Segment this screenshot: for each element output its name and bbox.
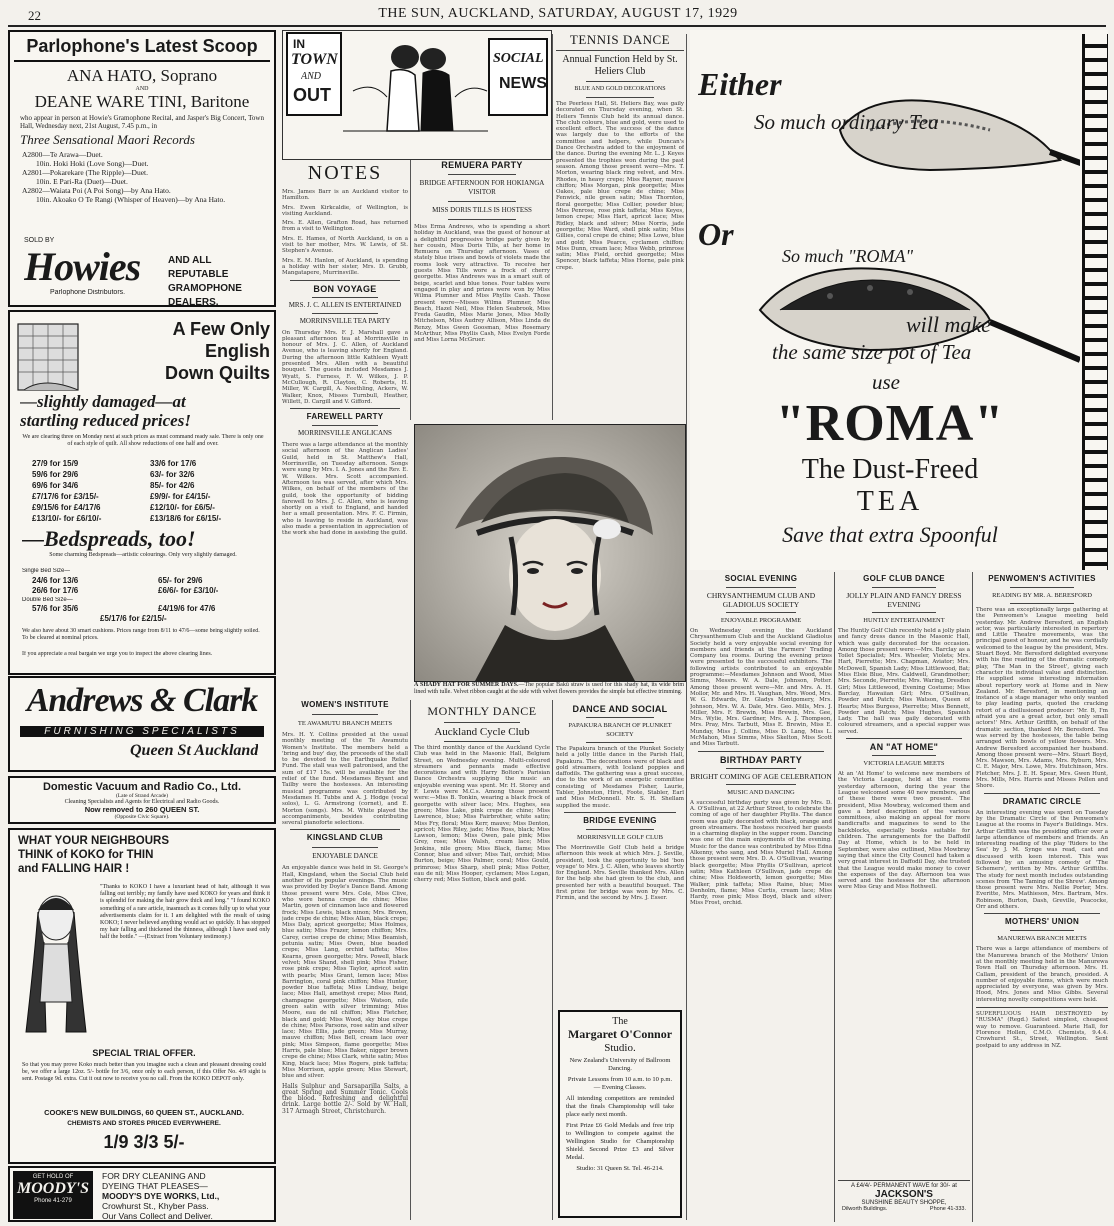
dramatic-title: DRAMATIC CIRCLE <box>1002 796 1082 806</box>
golf-body: The Huntly Golf Club recently held a jolly plain and fancy dress dance in the Masonic Hall, which was gaily decorated for the occasion. Among those present were:—Mrs. Barclay as a Toilet Specialist; Mrs. Wheeler, Violets; Mrs. Hart, Pierrette; Mrs. Chapman, Aviator; Mrs. McDowell, Spanish Lady; Miss Littlewood, Bat; Miss Elsie Blue, Mrs. Caldwell, Grandmother; Mrs. Seconde, Pierrette; Mrs. Waring, Dresden Girl; Miss Littlewood, Evening Costume; Miss Barclay, Hawaiian Girl; Mrs. O'Sullivan, Powder and Patch; Miss Watson, Queen of Hearts; Miss Burgess, Pierrette; Miss Bennett, Powder and Patch; Miss Hughes, Spanish Lady. The hall was gaily decorated with coloured streamers, and a special supper was served. <box>838 628 970 735</box>
record-item: 10in. E Pari-Ra (Duet)—Duet. <box>36 177 128 186</box>
monthly-dance-column <box>414 704 550 1220</box>
superfluous-ad: SUPERFLUOUS HAIR DESTROYED by "RUSMA" (Regd.) Safest simplest, cheapest way to remove. Guaranteed. Marie Hall, for Florence Hollen, C.M.O. Chemists, 9.4.4. Crowhurst St., Street, Wellington. Sent postpaid to any address in NZ. <box>976 1007 1108 1049</box>
quilts-intro: We are clearing three on Monday next at such prices as must command ready sale. There is only one of each style of quilt. All show reductions of one half and over. <box>22 434 264 447</box>
single-prices-right <box>158 576 218 596</box>
monthly-body: The third monthly dance of the Auckland Cycle Club was held in the Masonic Hall, Belgium Street, on Wednesday evening. Multi-coloured streamers and pennants made effective decorations and with Harry Bolton's Parisian Dance Orchestra supplying the music an enjoyable evening was spent. Mr. H. Storey and F. Lewis were M.C.s. Among those present were:—Miss B. Tonkin, wearing a black frock of georgette with silver lace; Mrs. Hughes, sea green; Miss Lake, pink crepe de chine; Miss Lawrence, blue; Miss Fairbrother, white satin; Miss Fry, floral; Miss Kerr, mauve; Miss Denton, apricot; Miss Riley, jade; Miss Ross, black; Miss Lawson, lemon; Miss Owen, pale pink; Miss Grey, rose; Miss Walsh, cream lace; Miss Jenkins, nile green; Miss Black, flame; Miss Connor, blue and silver; Miss Tait, orchid; Miss Burton, beige; Miss Palmer, coral; Miss Gould, primrose; Miss Sharp, shell pink; Miss Potter, eau de nil; Miss Hooper, cyclamen; Miss Logan, cherry red; Miss Sutton, black and gold. <box>414 745 550 884</box>
roma-brand: "ROMA" <box>775 395 1005 452</box>
dealers-text: AND ALL REPUTABLE GRAMOPHONE DEALERS. <box>168 255 242 307</box>
dramatic-body: An interesting evening was spent on Tuesday by the Dramatic Circle of the Penwomen's League at the rooms in Fayer's Buildings. Mrs. Arthur Griffith was the presiding officer over a large attendance of members and friends. An interesting reading of the play 'Riders to the Sea' by J. M. Synge was read, cast and discussed with keen interest. This was followed by an amusing comedy of 'The Schemers', written by Mrs. Arthur Griffiths. The study for next month includes outstanding scenes from 'The Taming of the Shrew'. Among those present were Mrs. Nellie Porter, Mrs. Everitte, Mrs. Mathieson, Mrs. Bartram, Mrs. Robinson, Burton, Dash, Greville, Peacocke, Orr and others. <box>976 809 1108 911</box>
bon-voyage-sub: MORRINSVILLE TEA PARTY <box>299 316 391 325</box>
quilt-prices-left <box>32 458 142 524</box>
kingsland-body: An enjoyable dance was held in St. George's Hall, Kingsland, when the Social Club held another of its popular evenings. The music was provided by Doyle's Dance Band. Among those present were Mrs. Cole, Miss Clive, who wore henna crepe de chine; Miss Martin, gown of cinnamon lace and flowered frock; Miss Lewis, black ninon; Mrs. Brown, jade crepe de chine; Miss Allan, black crepe; Miss Daly, apricot georgette; Miss Holmes, blue satin; Miss Frazer, lemon chiffon; Mrs. Carey, cerise crepe de chine; Miss Beamish, petunia satin; Miss Owen, blue beaded crepe; Miss Lang, orchid taffeta; Miss Kearns, green georgette; Mrs. Powell, black velvet; Miss Shand, shell pink; Miss Fisher, rose pink crepe; Miss Taylor, apricot satin with pearls; Miss Grant, lemon lace; Miss Barrington, coral pink chiffon; Miss Hunter, powder blue taffeta; Miss Lindsay, beige lace; Miss Hall, amethyst crepe; Miss Reid, champagne georgette; Miss Watson, nile green satin with silver trimming; Miss Moore, eau de nil chiffon; Miss Fletcher, black and gold; Miss Wood, sky blue crepe de chine; Miss Parsons, rose satin and silver lace; Miss Ellis, jade green; Miss Murray, mauve chiffon; Miss Bell, cream lace over pink; Miss Simpson, flame georgette; Miss Harris, pale blue; Miss Baker, nigger brown crepe de chine; Miss Clark, white satin; Miss King, black lace; Miss Rogers, pink taffeta; Miss Morrison, apple green; Miss Stewart, blue and silver. <box>282 865 408 1080</box>
farewell-body: There was a large attendance at the monthly social afternoon of the Anglican Ladies' Guild, held in St. Matthew's Hall, Morrinsville, on Tuesday afternoon. Songs were sung by Mrs. I. A. Jones and the Rev. E. W. Wilkes. Mrs. Scott accompanied. Afternoon tea was served, after which Mrs. Wilkes, on behalf of the members of the guild, took the opportunity of bidding farewell to Mrs. J. C. Allen, who is leaving shortly on a visit to England, and handed her a small presentation. Mrs. F. C. Firmin, who is leaving to reside in Auckland, was also made a presentation in appreciation of the work she had done in assisting the guild. <box>282 442 408 537</box>
oconnor-ad <box>558 1010 682 1218</box>
record-item: 10in. Hoki Hoki (Love Song)—Duet. <box>36 159 149 168</box>
price-line: 24/6 for 13/6 <box>32 576 79 585</box>
perm-line: A £4/4/- PERMANENT WAVE for 30/- at <box>851 1183 957 1189</box>
mothers-sub: MANUREWA BRANCH MEETS <box>997 935 1087 943</box>
quilts-head-5: startling reduced prices! <box>20 411 191 430</box>
oconnor-studio: Studio. <box>604 1042 636 1054</box>
farewell-sub: MORRINSVILLE ANGLICANS <box>298 429 392 438</box>
parlophone-intro: who appear in person at Howie's Gramophone Recital, and Jasper's Big Concert, Town Hall, Wednesday next, 21st August, 7.45 p.m., in <box>20 114 264 130</box>
social-news-header <box>282 30 552 160</box>
perm-line: SUNSHINE BEAUTY SHOPPE, <box>861 1200 947 1206</box>
penwomen-body: There was an exceptionally large gathering at the Penwomen's League meeting held yesterday. Mr. Andrew Beresford, an English actor, was particularly interested in repertory and Little Theatre movements, was the principal guest of honour, and he was cordially welcomed to the league by the president, Mrs. Stuart Boyd. Mr. Beresford delighted everyone with his fine reading of the dramatic comedy play, 'The Man in the Street', giving each character its individual value and distinction. He supplied some interesting information about repertory work at Home and in New Zealand. Mr. Beresford, in mentioning an instance of a stage manager who only wanted to play leading parts, quoted the cracking retort of a disillusioned producer: 'Mr. B, I'm afraid you are a great actor, but only small actors!' Mrs. Arthur Griffith, on behalf of the dramatic section, thanked Mr. Beresford. Tea was served by the hostesses, the table being arranged with bowls of yellow flowers. Mrs. Andrew Beresford accompanied her husband. Among those present were—Mrs. Stuart Boyd, Mrs. Mawson, Mrs. Adams, Mrs. Ryburn, Mrs. C. E. Major, Mrs. Lowe, Mrs. Hutchinson, Mrs. Fletcher, Mrs. J. E. H. Spear, Mrs. Gwen Hunt, Mrs. Mills, Mrs. Harris and Misses Pollen and Shore. <box>976 607 1108 790</box>
golf-sub2: HUNTLY ENTERTAINMENT <box>863 617 945 624</box>
howies-brand: Howies <box>24 247 141 287</box>
golf-title: GOLF CLUB DANCE <box>863 574 945 583</box>
oconnor-line: Private Lessons from 10 a.m. to 10 p.m. — Evening Classes. <box>567 1076 673 1091</box>
koko-offer-text: So that you may prove Koko much better than you imagine such a clean and pleasant dressing could be, we offer a large 12oz. 5/- bottle for 3/6, once only to each person, if this Offer No. 4/9 sight is sent. Postage 9d. extra. Cut it out now to receive you no call. From the KOKO DEPOT only. <box>22 1062 266 1083</box>
womens-inst-body: Mrs. H. Y. Collins presided at the usual monthly meeting of the Te Awamutu Women's Institute. The members held a 'bring and buy' day, the proceeds of the stall to be devoted to the Earthquake Relief Fund. The stall was well patronised, and the sum of £17 15s. will be available for the relief of the fund. Mesdames Bryant and Tailby were the hostesses. An interesting musical programme was contributed by Mesdames H. Tubbs and A. J. Hodge (vocal solos), L. G. Armstrong (cornet), and E. Morton (songs). Mrs. M. White played the accompaniments, besides contributing several pianoforte selections. <box>282 732 408 827</box>
price-line: £6/6/- for £3/10/- <box>158 586 219 595</box>
koko-head-line: WHAT YOUR NEIGHBOURS <box>18 835 169 847</box>
double-price: £4/19/6 for 47/6 <box>158 604 216 613</box>
quilts-ad <box>8 310 276 675</box>
tennis-sub2: BLUE AND GOLD DECORATIONS <box>574 86 666 92</box>
roma-dust: The Dust-Freed <box>801 454 979 485</box>
penwomen-column <box>976 574 1108 1220</box>
bridge-sub: MORRINSVILLE GOLF CLUB <box>577 833 663 841</box>
record-item: 10in. Akoako O Te Rangi (Whisper of Heaven)—by Ana Hato. <box>36 195 226 204</box>
moodys-phone: Phone 41-279 <box>34 1198 72 1204</box>
quilts-head <box>90 318 270 384</box>
dance-social-sub: PAPAKURA BRANCH OF PLUNKET SOCIETY <box>568 722 672 738</box>
header-social: SOCIAL <box>493 51 544 66</box>
price-line: 26/6 for 17/6 <box>32 586 79 595</box>
monthly-title: MONTHLY DANCE <box>427 704 537 718</box>
header-out: OUT <box>293 85 331 105</box>
quilts-head-4: —slightly damaged—at <box>20 392 186 411</box>
bridge-title: BRIDGE EVENING <box>583 815 657 825</box>
quilt-illustration <box>14 316 84 396</box>
photo-caption-text: —The popular Bakū straw is used for this shady hat, its wide brim lined with tulle. Velvet ribbon caught at the side with velvet flowers provides the simple but effective trimming. <box>414 682 684 695</box>
price-line: £13/18/6 for £6/15/- <box>150 514 222 523</box>
birthday-title: BIRTHDAY PARTY <box>719 754 803 765</box>
hat-photo-image <box>415 425 685 681</box>
perm-footer <box>842 1206 966 1212</box>
vacuum-line: (Opposite Civic Square). <box>114 814 170 820</box>
bon-voyage-body: On Thursday Mrs. F. J. Marshall gave a pleasant afternoon tea at Morrinsville in honour of Mrs. J. C. Allen, of Auckland Avenue, who is leaving shortly for England. During the afternoon little Kathleen Wyatt presented Mrs. Allen with a beautiful bouquet. The guests included Mesdames J. Wyatt, S. Furness, F. W. Wilkes, J. P. McCullough, R. Clayton, C. Roberts, H. Miller, W. Cargill, A. Neethling, Ackers, W. Walker, Knox, Misses Turnbull, Heather, Willett, D. Cargill and V. Gifford. <box>282 329 408 405</box>
page-number: 22 <box>28 8 41 23</box>
kingsland-title: KINGSLAND CLUB <box>306 833 384 843</box>
double-price: £5/17/6 for £2/15/- <box>100 614 167 623</box>
womens-inst-title: WOMEN'S INSTITUTE <box>301 700 389 709</box>
price-line: 85/- for 42/6 <box>150 481 195 490</box>
price-line: £13/10/- for £6/10/- <box>32 514 102 523</box>
monthly-sub: Auckland Cycle Club <box>434 726 530 738</box>
roma-line2: So much "ROMA" <box>782 246 914 266</box>
perm-brand: JACKSON'S <box>875 1189 933 1200</box>
roma-line4: the same size pot of Tea <box>772 340 972 364</box>
remuera-body: Miss Erma Andrews, who is spending a short holiday in Auckland, was the guest of honour at a delightful progressive bridge party given by her cousin, Miss Doris Tills, at her home in Remuera on Thursday afternoon. Vases of stately blue irises and bowls of violets made the rooms look very attractive. To receive her guests Miss Tills wore a frock of cherry georgette. Miss Andrews was in a smart suit of beige, scarlet and blue tones. Four tables were engaged in play and prizes were won by Miss Wilma Plumner and Miss Phyllis Cash. Those present were—Misses Wilma Plumner, Miss Beach, Hazel Neil, Miss Helen Seabrook, Miss Freda Gaudin, Miss Marie Jones, Miss Molly Mitchelson, Miss Audrey Allison, Miss Linda de Renzy, Miss Gwen Goosman, Miss Rosemary McArthur, Miss Phyllis Cash, Miss Evelyn Forde and Miss Lorna McGruer. <box>414 224 550 344</box>
bedspreads-head: —Bedspreads, too! <box>22 526 196 551</box>
koko-addr: COOKE'S NEW BUILDINGS, 60 QUEEN ST., AUCKLAND. <box>44 1108 244 1117</box>
tennis-title: TENNIS DANCE <box>556 32 684 51</box>
perm-addr: Dilworth Buildings. <box>842 1206 888 1212</box>
bon-voyage-sub: MRS. J. C. ALLEN IS ENTERTAINED <box>288 300 402 309</box>
notes-para: Mrs. E. Hames, of North Auckland, is on a visit to her mother, Mrs. W. Lewis, of St. Stephen's Avenue. <box>282 235 408 255</box>
urge-text: If you appreciate a real bargain we urge you to inspect the above clearing lines. <box>22 651 213 657</box>
andrews-clark-sub: FURNISHING SPECIALISTS <box>20 726 264 737</box>
moodys-brand: MOODY'S <box>16 1180 89 1197</box>
andrews-clark-brand: Andrews & Clark <box>26 682 258 719</box>
vacuum-line: (Late of Strand Arcade) <box>115 793 169 799</box>
price-line: £9/15/6 for £4/17/6 <box>32 503 101 512</box>
header-in: IN <box>293 37 305 51</box>
masthead-title: THE SUN, AUCKLAND, SATURDAY, AUGUST 17, 1929 <box>378 6 738 21</box>
social-evening-title: SOCIAL EVENING <box>724 574 798 583</box>
price-line: £12/10/- for £6/5/- <box>150 503 215 512</box>
koko-head-line: and FALLING HAIR ! <box>18 863 130 875</box>
kingsland-sub: ENJOYABLE DANCE <box>312 852 378 861</box>
moodys-line: Our Vans Collect and Deliver. <box>102 1211 213 1221</box>
records-title: Three Sensational Maori Records <box>20 132 195 147</box>
oconnor-name: Margaret O'Connor <box>567 1027 673 1041</box>
golf-column <box>838 574 970 1174</box>
vacuum-title: Domestic Vacuum and Radio Co., Ltd. <box>42 781 242 793</box>
koko-head <box>18 834 266 876</box>
price-line: £9/9/- for £4/15/- <box>150 492 211 501</box>
quilt-prices-right <box>150 458 270 524</box>
howies-logo <box>24 247 154 287</box>
parlophone-title: Parlophone's Latest Scoop <box>14 36 270 62</box>
birthday-sub2: MUSIC AND DANCING <box>727 788 795 796</box>
tennis-sub: Annual Function Held by St. Heliers Club <box>562 54 678 77</box>
tennis-body: The Peerless Hall, St. Heliers Bay, was gaily decorated on Thursday evening, when St. Heliers Tennis Club held its annual dance. The club colours, blue and gold, were used to excellent effect. The success of the dance was largely due to the efforts of the committee and helpers, while Duncan's Dance Orchestra added to the enjoyment of the dance. During the evening Mr. L. J. Keyes presented the trophies won during the past season. Among those present were—Mrs. T. Morton, wearing black ring velvet, and Mrs. Rhodes, in heavy crepe; Miss Rayner, mauve chiffon; Miss Morgan, pink georgette; Miss Oakes, pale blue crepe de chine; Miss Fenwick, nile green satin; Miss Thornton, floral georgette; Miss Collier, powder blue; Miss Penrose, rose pink taffeta; Miss Keyes, lemon crepe; Miss Hart, apricot lace; Miss Ridley, black and silver; Miss Norris, jade georgette; Miss Ward, shell pink satin; Miss Gillies, coral crepe de chine; Miss Lowe, blue and gold; Miss Pearce, cyclamen chiffon; Miss Dunn, cream lace; Miss Webb, primrose satin; Miss Field, orchid georgette; Miss Spencer, black taffeta; Miss Horne, pale pink crepe. <box>556 101 684 271</box>
price-line: 63/- for 32/6 <box>150 470 195 479</box>
farewell-title: FAREWELL PARTY <box>306 412 384 422</box>
roma-ad <box>690 30 1108 570</box>
cushions-text: We also have about 30 smart cushions. Prices range from 8/11 to 47/6—some being slightly soiled. To be cleared at nominal prices. <box>22 628 260 641</box>
single-bed-label: Single Bed Size— <box>22 568 71 574</box>
artist-2: DEANE WARE TINI, Baritone <box>34 92 250 111</box>
roma-or: Or <box>698 216 734 252</box>
quilts-head-2: English <box>204 341 270 361</box>
roma-either: Either <box>698 66 782 102</box>
oconnor-line: Studio: 31 Queen St. Tel. 46-214. <box>576 1165 664 1172</box>
price-line: 27/9 for 15/9 <box>32 459 79 468</box>
moodys-ad <box>8 1166 276 1222</box>
mothers-body: There was a large attendance of members of the Manurewa branch of the Mothers' Union at the monthly meeting held in the Manurewa Town Hall on Thursday afternoon. Mrs. H. Callam, president of the branch, presided. A number of enjoyable items, which were much appreciated by everyone, was given by Mrs. Hood, Mrs. Jones and Miss Gibbs. Several interesting novelty competitions were held. <box>976 946 1108 1003</box>
quilts-head-b <box>20 392 270 430</box>
notes-para: Mrs. E. M. Hanlon, of Auckland, is spending a holiday with her sister, Mrs. D. Grubb, Mangatapere, Murrinsville. <box>282 257 408 277</box>
andrews-clark-ad <box>8 676 276 772</box>
price-line: 69/6 for 34/6 <box>32 481 79 490</box>
artist-1: ANA HATO, Soprano <box>66 66 218 85</box>
roma-save: Save that extra Spoonful <box>782 522 998 547</box>
moodys-line: Crowhurst St., Khyber Pass. <box>102 1201 209 1211</box>
remuera-title: REMUERA PARTY <box>441 160 523 170</box>
notes-para: Mrs. E. Allen, Grafton Road, has returned from a visit to Wellington. <box>282 220 408 233</box>
oconnor-line: First Prize £6 Gold Medals and free trip to Wellington to compete against the Wellington Studio for Championship Shield. Second Prize £3 and Silver Medal. <box>566 1122 674 1161</box>
social-evening-column <box>690 574 832 1220</box>
roma-line1: So much ordinary Tea <box>754 110 939 134</box>
photo-caption <box>414 682 684 700</box>
masthead <box>8 3 1106 27</box>
price-line: 33/6 for 17/6 <box>150 459 197 468</box>
record-item: A2801—Pokarekare (The Ripple)—Duet. <box>22 168 149 177</box>
header-and: AND <box>301 71 321 82</box>
dance-social-title: DANCE AND SOCIAL <box>572 704 668 714</box>
sold-by: SOLD BY <box>24 237 55 244</box>
bon-voyage-title: BON VOYAGE <box>313 283 377 294</box>
oconnor-line: All intending competitors are reminded that the finals Championship will take place early next month. <box>566 1095 674 1118</box>
perm-ad <box>838 1180 970 1223</box>
womens-inst-sub: TE AWAMUTU BRANCH MEETS <box>297 720 393 727</box>
roma-line3: will make <box>906 312 991 337</box>
vacuum-line: Cleaning Specialists and Agents for Electrical and Radio Goods. <box>64 799 220 805</box>
moodys-logo <box>13 1171 93 1219</box>
at-home-body: At an 'At Home' to welcome new members of the Victoria League, held at the rooms yesterday afternoon, during the year the League welcomed some 40 new members, and of these there were two present. The president, Miss Mowbray, welcomed them and gave a brief description of the various committees, also making an appeal for more handicrafts and magazines to send to the backblocks, especially books suitable for children. The arrangements for the Daffodil Day at Home, which is to be held in September, were also outlined, Miss Mowbray saying that since the City Council had taken a very great interest in Daffodil Day, she trusted that the League would make money to cover the expenses of the day. Afternoon tea was served and the hostesses for the afternoon were Miss Gray and Miss Rothwell. <box>838 771 970 891</box>
double-price: 57/6 for 35/6 <box>32 604 79 613</box>
parlophone-ad <box>8 30 276 307</box>
woman-illustration <box>16 882 96 1042</box>
oconnor-the: The <box>612 1016 628 1027</box>
roma-tea: TEA <box>856 486 924 517</box>
howies-sub: Parlophone Distributors. <box>50 289 126 296</box>
perm-phone: Phone 41-333. <box>929 1206 966 1212</box>
notes-title: NOTES <box>307 162 383 184</box>
price-line: 59/6 for 29/6 <box>32 470 79 479</box>
birthday-body: A successful birthday party was given by Mrs. D. A. O'Sullivan, at 22 Arthur Street, to celebrate the coming of age of her daughter Phyllis. The dance room was gaily decorated with black, orange and green streamers. The hostess received her guests in a charming display in the supper room. Dancing was one of the main enjoyments of the evening. Music for the dance was contributed by Miss Edna Alkenny, who sang, and Miss Muriel Hall. Among those present were Mrs. D. A. O'Sullivan, wearing black georgette; Miss Phyllis O'Sullivan, apricot satin; Miss Kathleen O'Sullivan, jade crepe de chine; Miss Holdsworth, lemon georgette; Miss Walker, pink taffeta; Miss Raine, blue; Miss Denholm, flame; Miss Curtis, cream lace; Miss Hardy, rose pink; Miss Boyd, black and silver; Miss Frost, orchid. <box>690 799 832 907</box>
quilts-head-3: Down Quilts <box>165 363 270 383</box>
moodys-text <box>102 1171 272 1221</box>
remuera-sub: BRIDGE AFTERNOON FOR HOKIANGA VISITOR <box>419 179 545 196</box>
photo-caption-lead: A SHADY HAT FOR SUMMER DAYS. <box>414 682 519 688</box>
penwomen-sub: READING BY MR. A. BERESFORD <box>992 592 1092 599</box>
roma-use: use <box>872 370 900 394</box>
roma-border <box>1082 34 1108 570</box>
remuera-sub: MISS DORIS TILLS IS HOSTESS <box>432 206 532 214</box>
koko-prices: 1/9 3/3 5/- <box>103 1132 185 1152</box>
header-news: NEWS <box>499 75 547 92</box>
price-line: £7/17/6 for £3/15/- <box>32 492 99 501</box>
moodys-line: DYEING THAT PLEASES— <box>102 1181 208 1191</box>
price-line: 65/- for 29/6 <box>158 576 203 585</box>
moodys-get: GET HOLD OF <box>32 1174 74 1180</box>
moodys-line: FOR DRY CLEANING AND <box>102 1171 206 1181</box>
double-bed-label: Double Bed Size— <box>22 597 73 603</box>
golf-sub: JOLLY PLAIN AND FANCY DRESS EVENING <box>846 591 962 609</box>
header-town: TOWN <box>291 51 338 68</box>
penwomen-title: PENWOMEN'S ACTIVITIES <box>988 574 1096 583</box>
tennis-column <box>556 32 684 424</box>
andrews-clark-addr: Queen St Auckland <box>130 742 259 759</box>
koko-chemists: CHEMISTS AND STORES PRICED EVERYWHERE. <box>67 1120 221 1127</box>
record-item: A2802—Waiata Poi (A Poi Song)—by Ana Hato. <box>22 186 171 195</box>
record-list <box>22 150 262 204</box>
lower-notes-column <box>282 700 408 1220</box>
birthday-sub: BRIGHT COMING OF AGE CELEBRATION <box>690 771 832 781</box>
koko-offer: SPECIAL TRIAL OFFER. <box>92 1048 196 1058</box>
notes-para: Mrs. Ewen Kirkcaldie, of Wellington, is visiting Auckland. <box>282 204 408 217</box>
remuera-column <box>414 160 550 422</box>
at-home-title: AN "AT HOME" <box>869 742 939 753</box>
koko-quote: "Thanks to KOKO I have a luxuriant head of hair, although it was falling out terribly; my family have used KOKO for years and think it is splendid for making the hair grow thick and long." "I found KOKO something of a rare article, inasmuch as it comes fully up to what your advertisements claim for it. I am delighted with the result of using KOKO; I never believed anything would act so quickly. It has stopped my hair falling and thickened the thinness, although I have used only half the bottle." —(Extract from Voluntary testimony.) <box>100 884 270 941</box>
single-prices <box>32 576 78 596</box>
moodys-line: MOODY'S DYE WORKS, Ltd., <box>102 1191 220 1201</box>
koko-ad <box>8 828 276 1164</box>
notes-column <box>282 160 408 700</box>
social-evening-sub: CHRYSANTHEMUM CLUB AND GLADIOLUS SOCIETY <box>706 591 816 609</box>
at-home-sub: VICTORIA LEAGUE MEETS <box>863 760 945 768</box>
and-text: AND <box>135 86 149 92</box>
social-evening-sub2: ENJOYABLE PROGRAMME <box>720 617 802 624</box>
mothers-title: MOTHERS' UNION <box>1004 917 1080 927</box>
oconnor-line: New Zealand's University of Ballroom Dancing. <box>569 1057 671 1072</box>
vacuum-line: Now removed to 260 QUEEN ST. <box>84 805 200 814</box>
bedspreads-intro: Some charming Bedspreads—artistic colourings. Only very slightly damaged. <box>49 552 237 558</box>
koko-head-line: THINK of KOKO for THIN <box>18 849 154 861</box>
social-evening-body: On Wednesday evening the Auckland Chrysanthemum Club and the Auckland Gladiolus Society held a very enjoyable social evening for members and friends at the Farmers' Trading Company tea rooms. During the evening prizes were presented to the successful exhibitors. The following artists contributed to an enjoyable programme:—Mesdames Johnson and Wood, Miss Simms, Messrs. W. A. Dale, Johnson, Potter. Among those present were—Mr. and Mrs. A. H. Mollor, Mr. and Mrs. H. Vaughan, Mrs. Wood, Mrs. W. G. Edwards, Dr. Gladys Montgomery, Mrs. Johnson, Mrs. W. A. Dale, Mrs. Geo. Mills, Mrs. J. Miller, Mrs. F. Brewin, Miss Brewin, Mrs. Gee, Mrs. Wylie, Mrs. Gardner, Mrs. A. J. Thompson, Mrs. Pray, Mrs. Tarbutt, Miss E. Brewin, Miss E. Munday, Miss J. Collins, Miss D. Lang, Miss L. McMahon, Miss Simms, Miss Skelton, Miss Scott and Miss Tarbutt. <box>690 628 832 748</box>
dance-social-body: The Papakura branch of the Plunket Society held a jolly little dance in the Parish Hall, Papakura. The decorations were of black and gold streamers, with Iceland poppies and daffodils. The gathering was a great success, due to the work of an energetic committee consisting of Mesdames Fisher, Laurie, Tabler, Johnston, Hirst, Foote, Stabler, Earl and Miss McDonnell. Mr. S. H. Shellam supplied the music. <box>556 746 684 809</box>
record-item: A2800—Te Arawa—Duet. <box>22 150 103 159</box>
kingsland-footer: Halls Sulphur and Sarsaparilla Salts, a great Spring and Summer Tonic. Cools the blood. Refreshing and delightful drink. Large bottle 2/-. Sold by W. Hall, 317 Armagh Street, Christchurch. <box>282 1082 408 1115</box>
bridge-body: The Morrinsville Golf Club held a bridge afternoon this week at which Mrs. J. Seville, president, took the opportunity to bid 'bon voyage' to Mrs. J. C. Allen, who leaves shortly for England. Mrs. Seville thanked Mrs. Allen for the help she had given to the club, and presented her with a beautiful bouquet. The first prize for bridge was won by Mrs. C. Firmin, and the second by Mrs. J. Esser. <box>556 844 684 902</box>
notes-para: Mrs. James Barr is an Auckland visitor to Hamilton. <box>282 189 408 202</box>
vacuum-ad <box>8 776 276 824</box>
quilts-head-1: A Few Only <box>172 319 270 339</box>
hat-photo <box>414 424 686 682</box>
